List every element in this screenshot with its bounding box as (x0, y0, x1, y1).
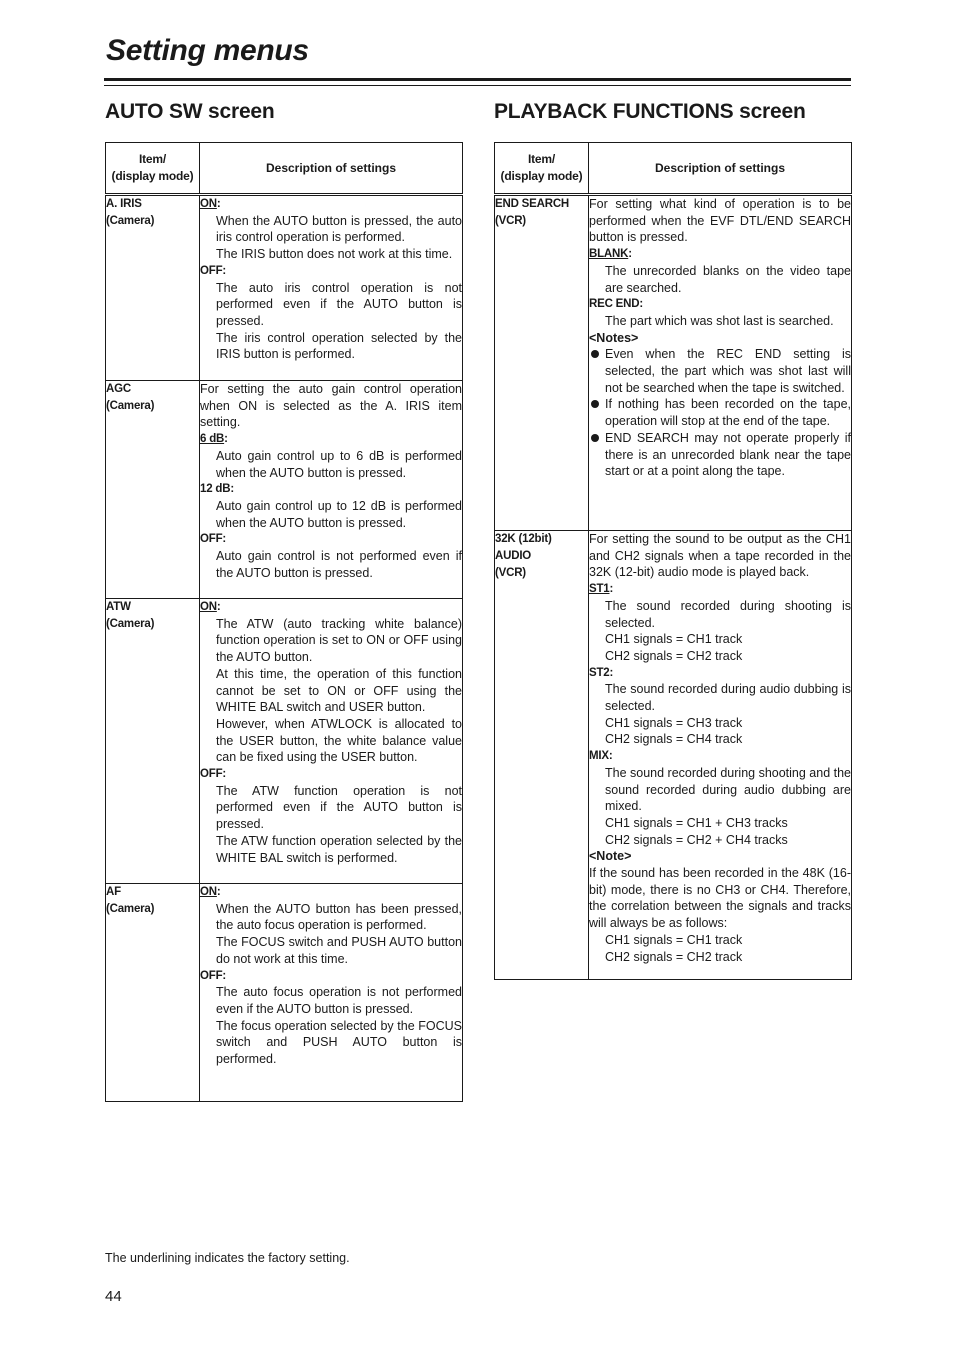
footnote: The underlining indicates the factory setting. (105, 1251, 350, 1265)
notes-label: <Notes> (589, 330, 639, 345)
option-label: OFF: (200, 969, 227, 982)
item-name: A. IRIS (106, 198, 142, 210)
option-label: REC END: (589, 298, 643, 311)
option-body: When the AUTO button is pressed, the auto iris control operation is performed. The IRIS button does not work at this time. (216, 213, 462, 262)
option-label: ON: (200, 601, 221, 613)
auto-sw-col-desc: Description of settings (200, 143, 463, 195)
playback-table (494, 142, 852, 980)
note-label: <Note> (589, 849, 632, 864)
playback-col-item: Item/ (display mode) (495, 143, 589, 195)
item-mode: (Camera) (106, 618, 155, 630)
list-item: Even when the REC END setting is selected, the part which was shot last will not be searched when the tape is switched. (589, 346, 851, 396)
table-row (106, 381, 463, 599)
option-body: The ATW (auto tracking white balance) function operation is set to ON or OFF using the AUTO button. At this time, the operation of this function cannot be set to ON or OFF using the WHITE BAL switch and USER button. However, when ATWLOCK is allocated to the USER button, the white balance value can be fixed using the USER button. (216, 616, 462, 765)
item-name: END SEARCH (495, 198, 570, 210)
table-row (106, 884, 463, 1102)
option-body: The ATW function operation is not performed even if the AUTO button is pressed. The ATW function operation selected by the WHITE BAL switch is performed. (216, 783, 462, 865)
item-mode: (Camera) (106, 215, 155, 227)
item-mode: (VCR) (495, 567, 526, 579)
option-label: ON: (200, 886, 221, 898)
option-body: The unrecorded blanks on the video tape are searched. (605, 263, 851, 295)
note-text: If the sound has been recorded in the 48K (16-bit) mode, there is no CH3 or CH4. Therefore, the correlation between the signals and tracks will always be as follows: (589, 866, 851, 931)
option-label: ST1: (589, 583, 614, 596)
setting-intro: For setting the auto gain control operation when ON is selected as the A. IRIS item setting. (200, 382, 462, 430)
setting-intro: For setting what kind of operation is to be performed when the EVF DTL/END SEARCH button is pressed. (589, 197, 851, 245)
table-row (495, 531, 852, 980)
item-mode: (Camera) (106, 400, 155, 412)
list-item: If nothing has been recorded on the tape, operation will stop at the end of the tape. (589, 396, 851, 429)
setting-intro: For setting the sound to be output as the CH1 and CH2 signals when a tape recorded in the 32K (12-bit) audio mode is played back. (589, 532, 851, 580)
item-name: AGC (106, 383, 131, 395)
title-rule (104, 78, 851, 86)
table-row (106, 195, 463, 381)
auto-sw-col-item: Item/ (display mode) (106, 143, 200, 195)
page-title: Setting menus (106, 34, 309, 67)
option-body: Auto gain control up to 12 dB is performed when the AUTO button is pressed. (216, 498, 462, 530)
list-item: END SEARCH may not operate properly if there is an unrecorded blank near the tape start or at a point along the tape. (589, 430, 851, 480)
option-label: ST2: (589, 666, 614, 679)
item-name: 32K (12bit) AUDIO (495, 533, 552, 562)
option-body: The sound recorded during shooting is selected. CH1 signals = CH1 track CH2 signals = CH2 track (605, 598, 851, 663)
option-body: CH1 signals = CH1 track CH2 signals = CH2 track (605, 932, 743, 964)
option-body: Auto gain control is not performed even if the AUTO button is pressed. (216, 549, 462, 580)
item-name: ATW (106, 601, 131, 613)
option-label: OFF: (200, 768, 227, 781)
option-label: ON: (200, 198, 221, 210)
option-body: The auto focus operation is not performed even if the AUTO button is pressed. The focus operation selected by the FOCUS switch and PUSH AUTO button is performed. (216, 985, 462, 1067)
option-body: The part which was shot last is searched. (605, 313, 834, 328)
option-body: The sound recorded during audio dubbing is selected. CH1 signals = CH3 track CH2 signals = CH4 track (605, 682, 851, 747)
option-body: The sound recorded during shooting and the sound recorded during audio dubbing are mixed. CH1 signals = CH1 + CH3 tracks CH2 signals = CH2 + CH4 tracks (605, 765, 852, 847)
option-label: MIX: (589, 750, 613, 763)
item-mode: (VCR) (495, 215, 526, 227)
playback-title: PLAYBACK FUNCTIONS screen (494, 100, 806, 123)
option-label: 12 dB: (200, 483, 234, 496)
page-number: 44 (105, 1288, 122, 1305)
auto-sw-title: AUTO SW screen (105, 100, 275, 123)
option-body: Auto gain control up to 6 dB is performed when the AUTO button is pressed. (216, 448, 462, 480)
table-row (106, 599, 463, 884)
playback-col-desc: Description of settings (589, 143, 852, 195)
table-row (495, 195, 852, 531)
option-label: OFF: (200, 533, 227, 546)
option-body: The auto iris control operation is not performed even if the AUTO button is pressed. The iris control operation selected by the IRIS button is performed. (216, 280, 462, 362)
option-label: BLANK: (589, 248, 632, 261)
option-label: 6 dB: (200, 433, 228, 446)
auto-sw-table (105, 142, 463, 1102)
notes-list (589, 346, 851, 480)
option-label: OFF: (200, 264, 227, 277)
item-name: AF (106, 886, 121, 898)
item-mode: (Camera) (106, 903, 155, 915)
option-body: When the AUTO button has been pressed, the auto focus operation is performed. The FOCUS switch and PUSH AUTO button do not work at this time. (216, 901, 462, 966)
